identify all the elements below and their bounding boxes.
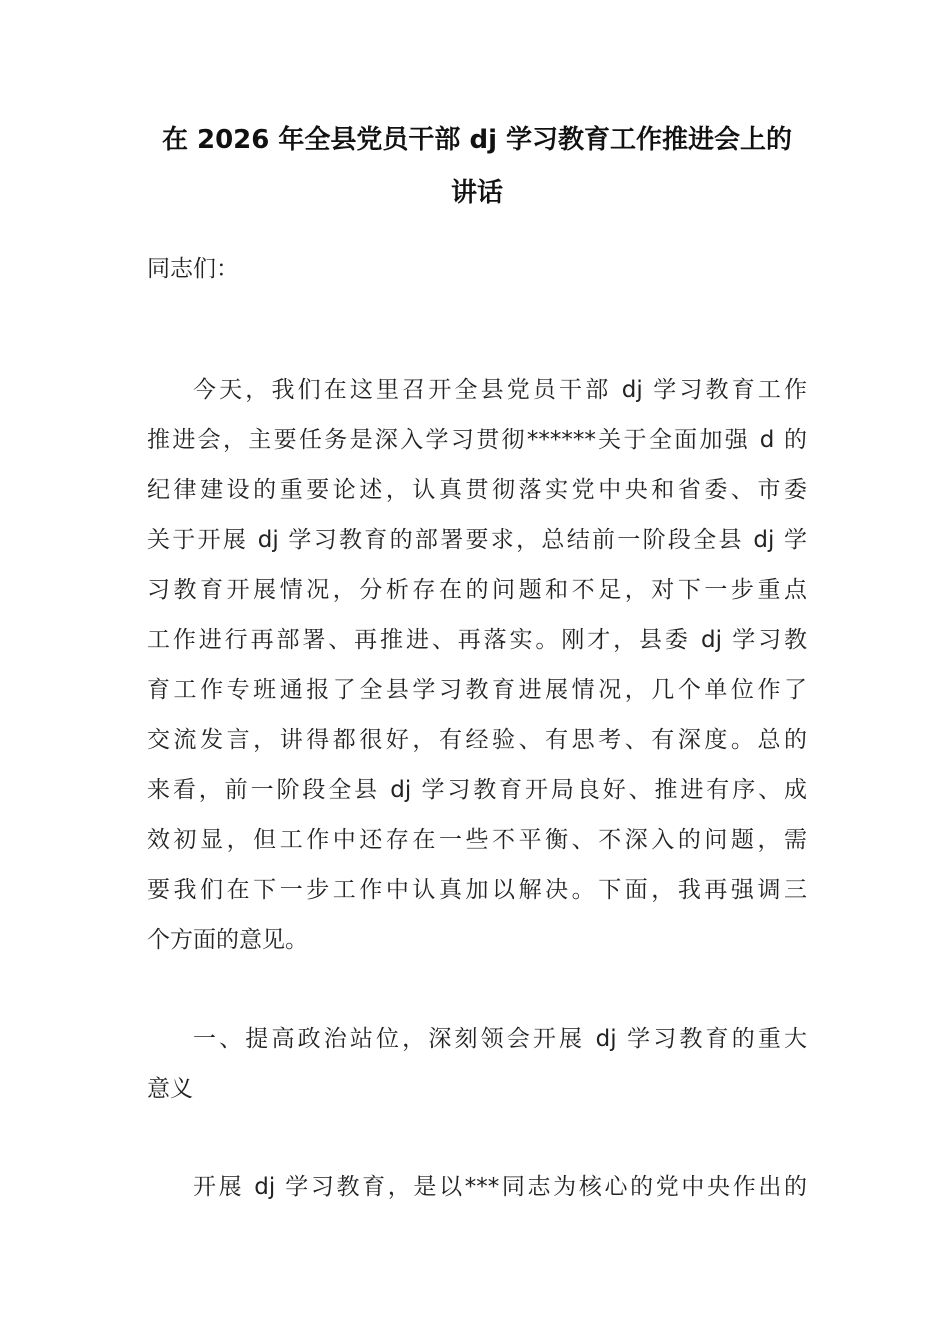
paragraph-opening (147, 365, 807, 965)
paragraph-line: 育工作专班通报了全县学习教育进展情况，几个单位作了 (147, 677, 807, 703)
paragraph-line: 工作进行再部署、再推进、再落实。刚才，县委 dj 学习教 (147, 627, 807, 653)
document-title-line-1: 在 2026 年全县党员干部 dj 学习教育工作推进会上的 (161, 125, 793, 155)
paragraph-line: 开展 dj 学习教育，是以***同志为核心的党中央作出的 (193, 1174, 807, 1200)
paragraph-line: 个方面的意见。 (147, 927, 308, 953)
section-heading-1 (147, 1014, 807, 1114)
paragraph-line: 今天，我们在这里召开全县党员干部 dj 学习教育工作 (193, 377, 807, 403)
paragraph-line: 要我们在下一步工作中认真加以解决。下面，我再强调三 (147, 877, 807, 903)
paragraph-line: 效初显，但工作中还存在一些不平衡、不深入的问题，需 (147, 827, 807, 853)
paragraph-line: 来看，前一阶段全县 dj 学习教育开局良好、推进有序、成 (147, 777, 807, 803)
heading-line: 意义 (147, 1076, 193, 1102)
document-title-line-2: 讲话 (450, 178, 503, 208)
heading-line: 一、提高政治站位，深刻领会开展 dj 学习教育的重大 (193, 1026, 807, 1052)
paragraph-line: 习教育开展情况，分析存在的问题和不足，对下一步重点 (147, 577, 807, 603)
paragraph-line: 纪律建设的重要论述，认真贯彻落实党中央和省委、市委 (147, 477, 807, 503)
salutation: 同志们： (147, 256, 239, 282)
paragraph-section-1 (147, 1162, 807, 1212)
paragraph-line: 关于开展 dj 学习教育的部署要求，总结前一阶段全县 dj 学 (147, 527, 807, 553)
paragraph-line: 交流发言，讲得都很好，有经验、有思考、有深度。总的 (147, 727, 807, 753)
paragraph-line: 推进会，主要任务是深入学习贯彻******关于全面加强 d 的 (147, 427, 807, 453)
